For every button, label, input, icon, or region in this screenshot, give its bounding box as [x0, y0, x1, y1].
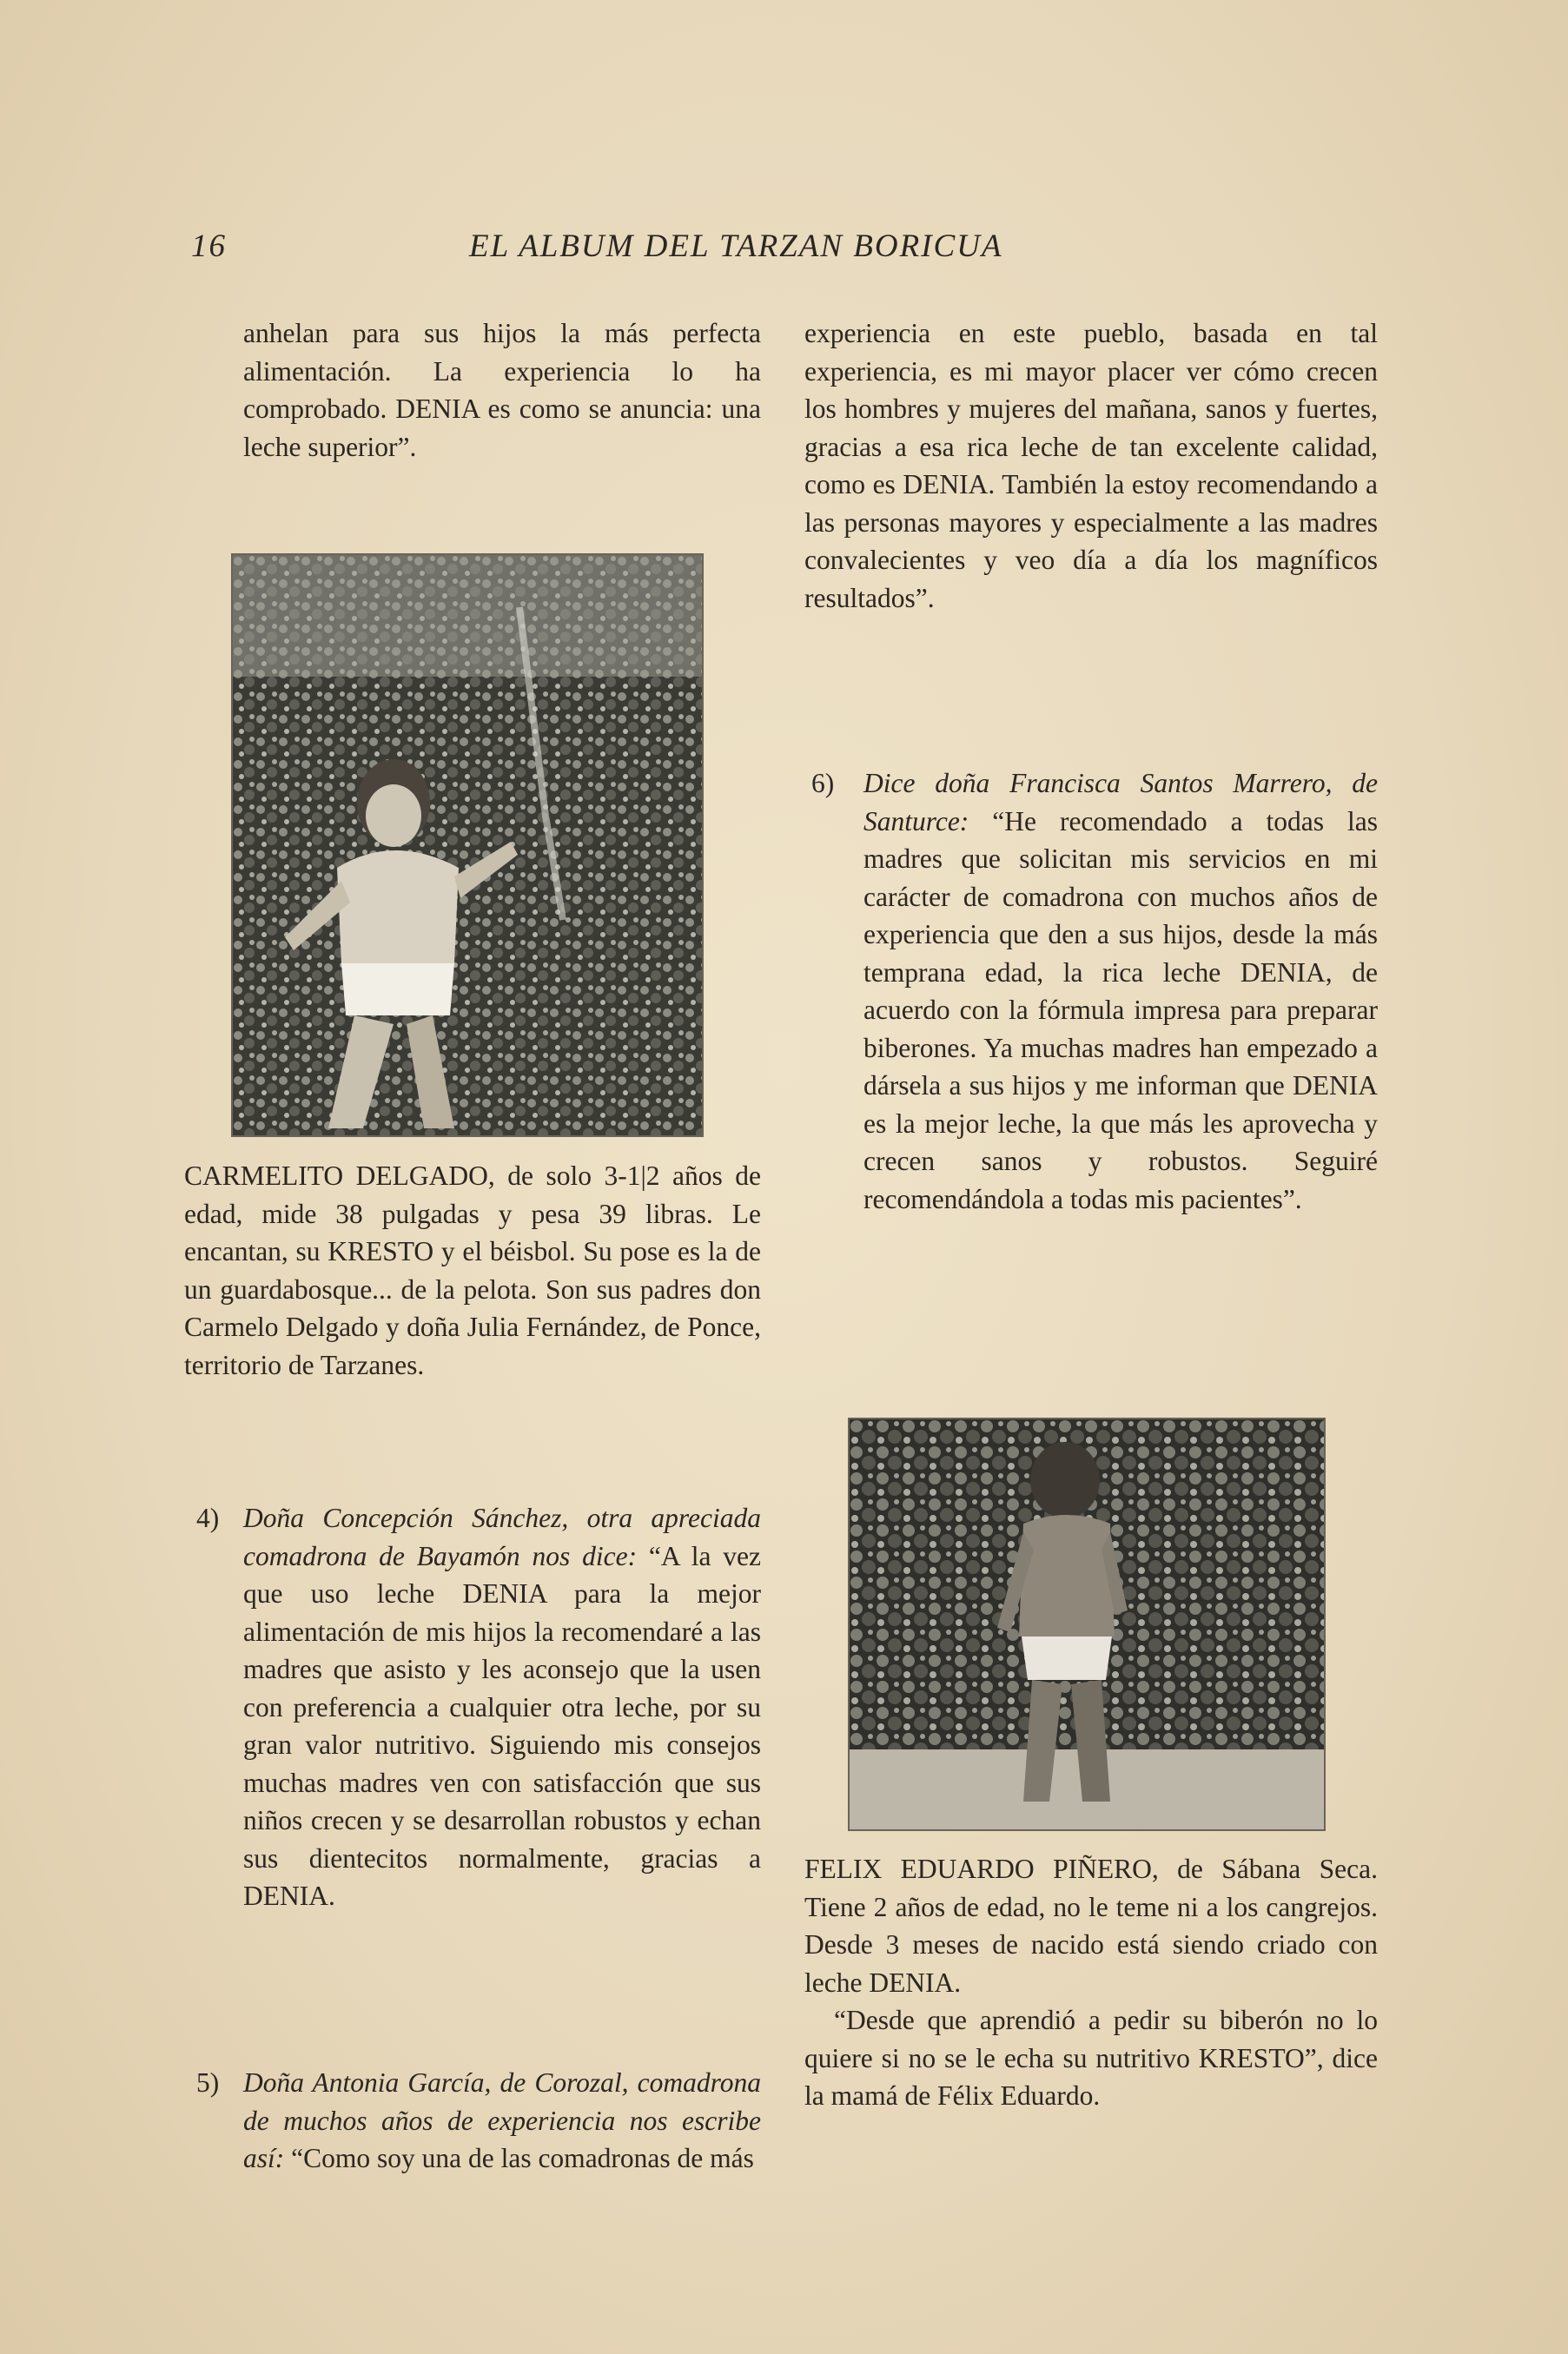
page-number: 16	[191, 228, 227, 264]
testimonial-4-number: 4)	[196, 1503, 220, 1533]
right-continuation-block	[804, 314, 1378, 617]
running-title: EL ALBUM DEL TARZAN BORICUA	[469, 228, 1003, 264]
right-caption-block	[804, 1850, 1378, 2115]
photo-toddler-standing	[850, 1419, 1324, 1829]
testimonial-6-number: 6)	[811, 768, 835, 798]
testimonial-4-text: “A la vez que uso leche DENIA para la mejor alimentación de mis hijos la recomendaré a las madres que asisto y les aconsejo que la usen con preferencia a cualquier otra leche, por su gran valor nutritivo. Siguiendo mis consejos muchas madres ven con satisfacción que sus niños crecen y se desarrollan robustos y echan sus dientecitos normalmente, gracias a DENIA.	[243, 1540, 762, 1911]
testimonial-4	[184, 1499, 761, 1915]
photo2-caption: FELIX EDUARDO PIÑERO, de Sábana Seca. Tiene 2 años de edad, no le teme ni a los cangrejos. Desde 3 meses de nacido está siendo criado con leche DENIA.	[804, 1854, 1378, 1998]
page-header	[191, 228, 1390, 271]
left-caption-block	[184, 1157, 761, 1384]
testimonial-5-number: 5)	[196, 2067, 220, 2098]
photo-child-in-foliage	[233, 555, 702, 1135]
left-intro-block	[184, 314, 761, 466]
testimonial-4-attribution: Doña Concepción Sánchez, otra apreciada comadrona de Bayamón nos dice:	[243, 1503, 761, 1571]
testimonial-6	[804, 764, 1378, 1218]
testimonial-5-text: “Como soy una de las comadronas de más	[291, 2143, 754, 2173]
closing-quote: “Desde que aprendió a pedir su biberón no lo quiere si no se le echa su nutritivo KRESTO”, dice la mamá de Félix Eduardo.	[804, 2005, 1378, 2111]
photo1-caption: CARMELITO DELGADO, de solo 3-1|2 años de edad, mide 38 pulgadas y pesa 39 libras. Le encantan, su KRESTO y el béisbol. Su pose es la de un guardabosque... de la pelota. Son sus padres don Carmelo Delgado y doña Julia Fernández, de Ponce, territorio de Tarzanes.	[184, 1160, 761, 1380]
testimonial-5	[184, 2064, 761, 2178]
continuation-paragraph: experiencia en este pueblo, basada en tal experiencia, es mi mayor placer ver cómo crecen los hombres y mujeres del mañana, sanos y fuertes, gracias a esa rica leche de tan excelente calidad, como es DENIA. También la estoy recomendando a las personas mayores y especialmente a las madres convalecientes y veo día a día los magníficos resultados”.	[804, 318, 1378, 613]
testimonial-6-attribution: Dice doña Francisca Santos Marrero, de Santurce:	[863, 768, 1378, 836]
intro-paragraph: anhelan para sus hijos la más perfecta alimentación. La experiencia lo ha comprobado. DENIA es como se anuncia: una leche superior”.	[243, 318, 761, 462]
testimonial-5-attribution: Doña Antonia García, de Corozal, comadrona de muchos años de experiencia nos escribe así:	[243, 2067, 761, 2173]
photo-felix-eduardo-pinero	[848, 1418, 1326, 1831]
testimonial-6-text: “He recomendado a todas las madres que solicitan mis servicios en mi carácter de comadrona con muchos años de experiencia que den a sus hijos, desde la más temprana edad, la rica leche DENIA, de acuerdo con la fórmula impresa para preparar biberones. Ya muchas madres han empezado a dársela a sus hijos y me informan que DENIA es la mejor leche, la que más les aprovecha y crecen sanos y robustos. Seguiré recomendándola a todas mis pacientes”.	[863, 805, 1379, 1214]
photo-carmelito-delgado	[231, 553, 704, 1137]
